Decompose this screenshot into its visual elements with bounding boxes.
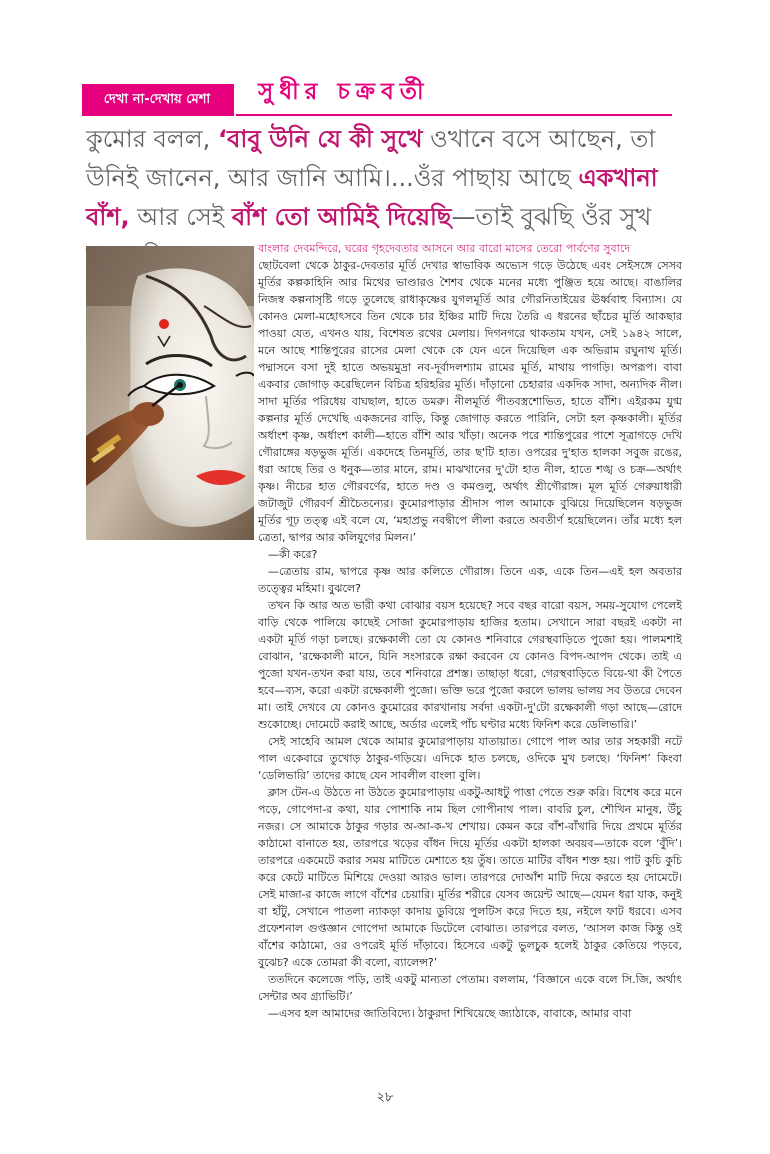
- author-surname: চক্রবর্তী: [337, 79, 430, 105]
- pull-quote-highlight-3: বাঁশ তো আমিই দিয়েছি: [231, 203, 452, 231]
- pull-quote-text-1: কুমোর বলল,: [86, 125, 218, 153]
- header-rule: [236, 114, 672, 116]
- pull-quote-text-4: —তাই বুঝছি ওঁর সুখ: [451, 203, 652, 231]
- paragraph-2: —কী করে?: [268, 548, 318, 561]
- paragraph-5: সেই সাহেবি আমল থেকে আমার কুমোরপাড়ায় যাতায়াত। গোপে পাল আর তার সহকারী নটে পাল একেবারে তুখোড় ঠাকুর-গড়িয়ে। এদিকে হাত চলছে, ওদিকে মুখ চলছে। ‘ফিনিশ’ কিংবা ‘ডেলিভারি’ তাদের কাছে যেন সাবলীল বাংলা বুলি।: [258, 735, 682, 782]
- idol-painting-illustration: [86, 246, 254, 540]
- paragraph-1: ছোটবেলা থেকে ঠাকুর-দেবতার মূর্তি দেখার স্বাভাবিক অভ্যেস গড়ে উঠেছে এবং সেইসঙ্গে সেসব মূর্তির কল্পকাহিনি আর মিথের ভাণ্ডারও শৈশব থেকে মনের মধ্যে পুঞ্জিত হয়ে আছে। বাঙালির নিজস্ব কল্পনাসৃষ্টি গড়ে তুলেছে রাধাকৃষ্ণের যুগলমূর্তি আর গৌরনিতাইয়ের ঊর্ধ্ববাহু বিন্যাস। যে কোনও মেলা-মহোৎসবে তিন থেকে চার ইঞ্চির মাটি দিয়ে তৈরি এ ধরনের ছাঁচের মূর্তি আকছার পাওয়া যেত, এখনও যায়, বিশেষত রথের মেলায়। দিগনগরে থাকতাম যখন, সেই ১৯৪২ সালে, মনে আছে শান্তিপুরের রাসের মেলা থেকে কে যেন এনে দিয়েছিল এক অভিরাম রঘুনাথ মূর্তি। পদ্মাসনে বসা দুই হাতে অভয়মুদ্রা নব-দূর্বাদলশ্যাম রামের মূর্তি, মাথায় পাগড়ি। অপরূপ। বাবা একবার জোগাড় করেছিলেন বিচিত্র হরিহরির মূর্তি। দাঁড়ানো চেহারার একদিক সাদা, অন্যদিক নীল। সাদা মূর্তির পরিধেয় বাঘছাল, হাতে ডমরু। নীলমূর্তি পীতবস্ত্রশোভিত, হাতে বাঁশি। এইরকম যুগ্ম কল্পনার মূর্তি দেখেছি একজনের বাড়ি, কিন্তু জোগাড় করতে পারিনি, সেটা হল কৃষ্ণকালী। মূর্তির অর্ধাংশ কৃষ্ণ, অর্ধাংশ কালী—হাতে বাঁশি আর খাঁড়া। অনেক পরে শান্তিপুরের পাশে সূত্রাগড়ে দেখি গৌরাঙ্গের ষড়ভুজ মূর্তি। একদেহে তিনমূর্তি, তার ছ'টি হাত। ওপরের দু'হাত হালকা সবুজ রঙের, ধরা আছে তির ও ধনুক—তার মানে, রাম। মাঝখানের দু'টো হাত নীল, হাতে শঙ্খ ও চক্র—অর্থাৎ কৃষ্ণ। নীচের হাত গৌরবর্ণের, হাতে দণ্ড ও কমণ্ডলু, অর্থাৎ শ্রীগৌরাঙ্গ। মূল মূর্তি গেরুয়াধারী জটাজুট গৌরবর্ণ শ্রীচৈতন্যের। কুমোরপাড়ার শ্রীদাস পাল আমাকে বুঝিয়ে দিয়েছিলেন ষড়ভুজ মূর্তির গূঢ় তত্ত্ব এই বলে যে, ‘মহাপ্রভু নবদ্বীপে লীলা করতে অবতীর্ণ হয়েছিলেন। তাঁর মধ্যে হল ত্রেতা, দ্বাপর আর কলিযুগের মিলন।’: [258, 259, 682, 544]
- pull-quote-highlight-1: ‘বাবু উনি যে কী সুখে: [217, 125, 423, 153]
- pull-quote-text-3: আর সেই: [129, 203, 232, 231]
- paragraph-7: ততদিনে কলেজে পড়ি, তাই একটু মান্যতা পেতাম। বললাম, ‘বিজ্ঞানে একে বলে সি.জি, অর্থাৎ সেন্টার অব গ্র্যাভিটি।’: [258, 973, 682, 1003]
- paragraph-3: —ত্রেতায় রাম, দ্বাপরে কৃষ্ণ আর কলিতে গৌরাঙ্গ। তিনে এক, একে তিন—এই হল অবতার তত্ত্বের মহিমা। বুঝলে?: [258, 565, 682, 595]
- page-number: ২৮: [376, 1090, 394, 1105]
- paragraph-6: ক্লাস টেন-এ উঠতে না উঠতে কুমোরপাড়ায় একটু-আধটু পাত্তা পেতে শুরু করি। বিশেষ করে মনে পড়ে, গোপেদা-র কথা, যার পোশাকি নাম ছিল গোপীনাথ পাল। বাবরি চুল, শৌখিন মানুষ, উঁচু নজর। সে আমাকে ঠাকুর গড়ার অ-আ-ক-খ শেখায়। কেমন করে বাঁশ-বাঁখারি দিয়ে প্রথমে মূর্তির কাঠামো বানাতে হয়, তারপরে খড়ের বাঁধন দিয়ে মূর্তির একটা হালকা অবয়ব—তাকে বলে ‘বুঁদি’। তারপরে একমেটে করার সময় মাটিতে মেশাতে হয় তুঁষ। তাতে মাটির বাঁধন শক্ত হয়। পাট কুচি কুচি করে কেটে মাটিতে মিশিয়ে দেওয়া আরও ভাল। তারপরে দোআঁশ মাটি দিয়ে করতে হয় দোমেটে। সেই মাজা-র কাজে লাগে বাঁশের চেয়ারি। মূর্তির শরীরে যেসব জয়েন্ট আছে—যেমন ধরা যাক, কনুই বা হাঁটু, সেখানে পাতলা ন্যাকড়া কাদায় ডুবিয়ে পুলটিস করে দিতে হয়, নইলে ফাট ধরবে। এসব প্রফেশনাল গুপ্তজ্ঞান গোপেদা আমাকে ডিটেলে বোঝাত। তারপরে বলত, ‘আসল কাজ কিন্তু ওই বাঁশের কাঠামো, ওর ওপরেই মূর্তি দাঁড়াবে। হিসেবে একটু ভুলচুক হলেই ঠাকুর কেতিয়ে পড়বে, বুঝেচ? একে তোমরা কী বলো, ব্যালেন্স?’: [258, 786, 682, 969]
- author-first-name: সুধীর: [258, 79, 338, 105]
- author-name: [258, 72, 430, 112]
- paragraph-4: তখন কি আর অত ভারী কথা বোঝার বয়স হয়েছে? সবে বছর বারো বয়স, সময়-সুযোগ পেলেই বাড়ি থেকে পালিয়ে কাছেই সোজা কুমোরপাড়ায় হাজির হতাম। সেখানে সারা বছরই একটা না একটা মূর্তি গড়া চলছে। রক্ষেকালী তো যে কোনও শনিবারে গেরস্থবাড়িতে পুজো হয়। পালমশাই বোঝান, ‘রক্ষেকালী মানে, যিনি সংসারকে রক্ষা করবেন যে কোনও বিপদ-আপদ থেকে। তাই এ পুজো যখন-তখন করা যায়, তবে শনিবারে প্রশস্ত। তাছাড়া ধরো, গেরস্থবাড়িতে বিয়ে-থা কী পৈতে হবে—ব্যস, করো একটা রক্ষেকালী পুজো। ভক্তি ভরে পুজো করলে ভালয় ভালয় সব উতরে দেবেন মা। তাই দেখবে যে কোনও কুমোরের কারখানায় সর্বদা একটা-দু'টো রক্ষেকালী গড়া আছে—রোদে শুকোচ্ছে। দোমেটে করাই আছে, অর্ডার এলেই পাঁচ ঘণ্টার মধ্যে ফিনিশ করে ডেলিভারি।’: [258, 599, 682, 731]
- paragraph-8: —এসব হল আমাদের জাতিবিদ্যে। ঠাকুরদা শিখিয়েছে জ্যাঠাকে, বাবাকে, আমার বাবা: [268, 1007, 632, 1020]
- section-label: দেখা না-দেখায় মেশা: [103, 92, 211, 107]
- pull-quote-highlight-2: একখানা বাঁশ,: [86, 164, 658, 231]
- lead-line: বাংলার দেবমন্দিরে, ঘরের গৃহদেবতার আসনে আর বারো মাসের তেরো পার্বণের সুবাদে: [258, 242, 631, 255]
- pull-quote-text-2: ওখানে বসে আছেন, তা উনিই জানেন, আর জানি আমি।...ওঁর পাছায় আছে: [86, 125, 656, 192]
- article-body: [258, 240, 682, 1060]
- idol-painting-photo: [86, 246, 254, 540]
